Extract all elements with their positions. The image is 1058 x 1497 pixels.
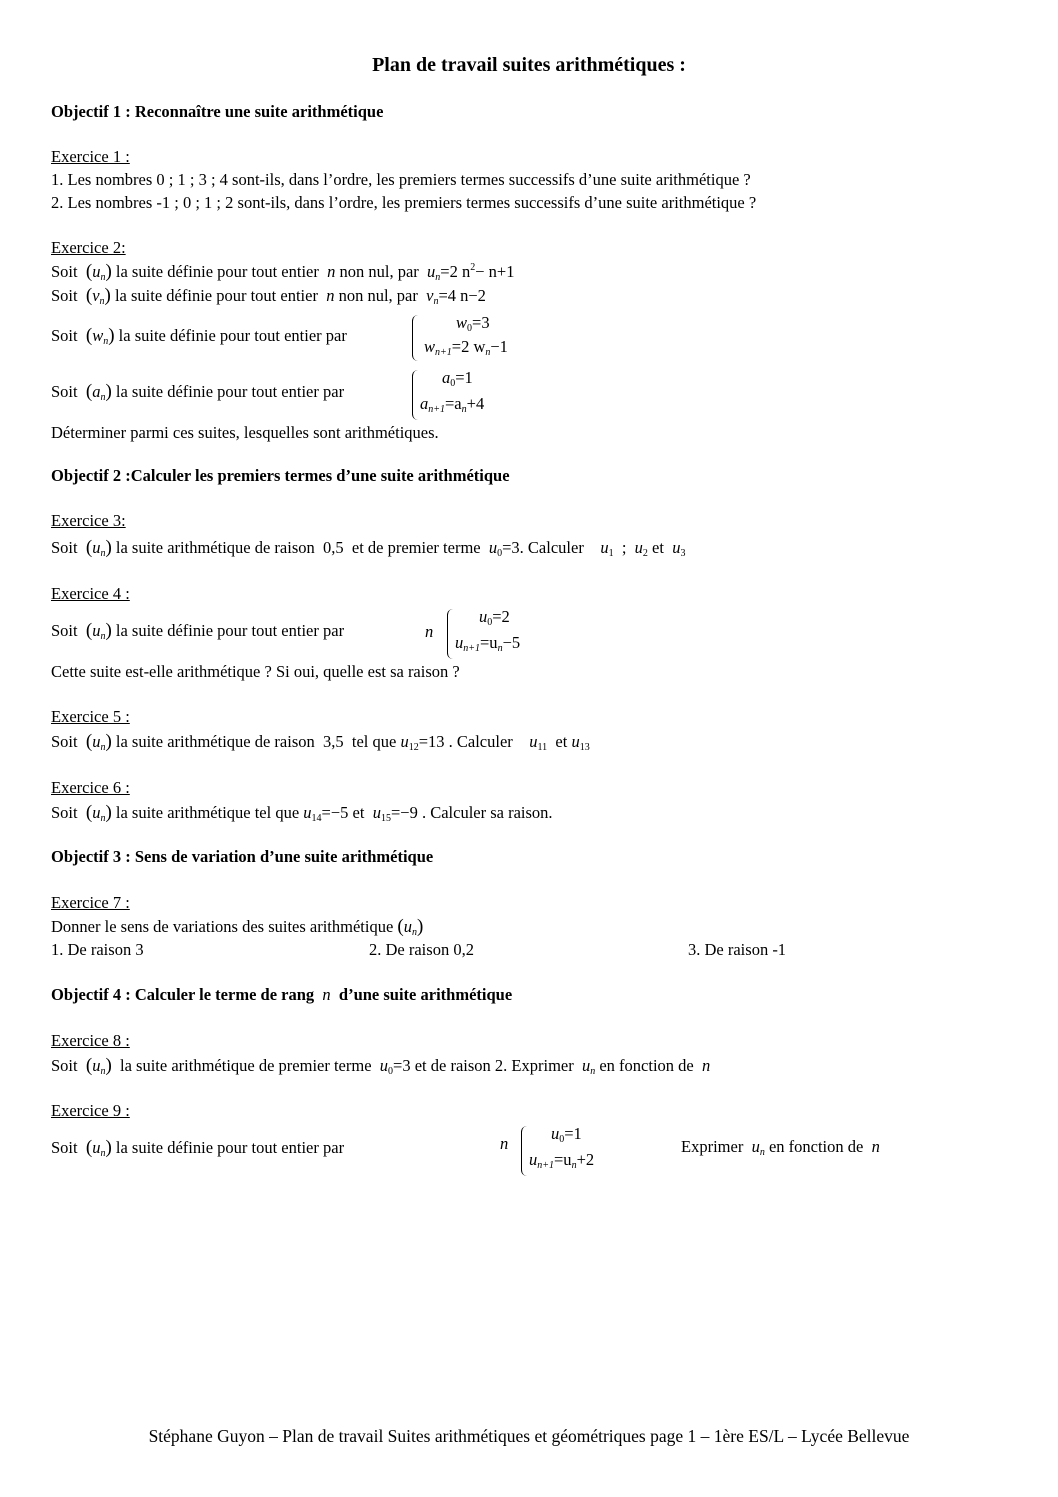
text: la suite définie pour tout entier par (118, 326, 347, 345)
sub: n (103, 336, 109, 347)
math-token: u (303, 803, 312, 822)
exercise-7-statement (51, 916, 423, 938)
exercise-4-heading: Exercice 4 : (51, 584, 130, 603)
var-v: v (426, 286, 434, 305)
exercise-4-statement (51, 620, 344, 642)
soit-label: Soit (51, 262, 78, 281)
system-4-row-1 (479, 607, 510, 628)
math-token: =u (480, 633, 498, 652)
math-token: u (92, 538, 101, 557)
math-token: ) (105, 802, 112, 823)
objective-3-heading: Objectif 3 : Sens de variation d’une suite arithmétique (51, 847, 434, 866)
system-exercise-4 (447, 607, 567, 659)
exercise-2-heading: Exercice 2: (51, 238, 126, 257)
math-token: Soit (51, 538, 78, 557)
math-token: . Calculer (448, 732, 513, 751)
math-token: n (412, 927, 417, 938)
math-token: =1 (564, 1124, 582, 1143)
math-token: u (571, 732, 580, 751)
paren: ( (85, 325, 93, 346)
math-token: =u (554, 1150, 572, 1169)
math-token: 15 (380, 813, 391, 824)
math-token: =3 (472, 313, 490, 332)
math-token: 13 (579, 742, 590, 753)
paren: ( (85, 381, 93, 402)
math-token: . Calculer sa raison. (421, 803, 553, 822)
math-token: =13 (418, 732, 445, 751)
math-token: u (379, 1056, 389, 1075)
math-token: Donner le sens de variations des suites arithmétique (51, 917, 394, 936)
system-9-row-2 (529, 1150, 594, 1171)
math-token: Soit (51, 621, 78, 640)
math-token: la suite arithmétique de raison (115, 732, 315, 751)
exercise-2-sequence-a (51, 381, 344, 403)
math-token: n (100, 1148, 106, 1159)
math-token: u (488, 538, 498, 557)
math-token: . Calculer (519, 538, 584, 557)
var-v: v (92, 286, 100, 305)
math-token: et de premier terme (351, 538, 481, 557)
math-token: d’une suite arithmétique (338, 985, 513, 1004)
math-token: ) (105, 537, 112, 558)
exercise-6-heading: Exercice 6 : (51, 778, 130, 797)
math-token: Soit (51, 803, 78, 822)
math-token: Exprimer (681, 1137, 744, 1156)
math-token: u (751, 1137, 760, 1156)
math-token: 3 (680, 548, 686, 559)
math-token: n (497, 643, 503, 654)
math-token: 12 (408, 742, 419, 753)
math-token: ( (85, 620, 93, 641)
math-token: −1 (490, 337, 508, 356)
math-token: ) (105, 620, 112, 641)
math-token: 0 (467, 323, 473, 334)
math-token: la suite définie pour tout entier par (115, 621, 345, 640)
sub: n (435, 272, 441, 283)
math-token: et (352, 803, 365, 822)
math-token: u (600, 538, 609, 557)
sup: 2 (470, 262, 476, 273)
math-token: en fonction de (768, 1137, 864, 1156)
math-token: u (92, 621, 101, 640)
math-token: n (702, 1056, 711, 1075)
math-token: et (652, 538, 664, 557)
text: la suite définie pour tout entier (115, 262, 319, 281)
math-token: =−9 (390, 803, 418, 822)
exercise-8-heading: Exercice 8 : (51, 1031, 130, 1050)
page-footer: Stéphane Guyon – Plan de travail Suites arithmétiques et géométriques page 1 – 1ère ES/L – Lycée Bellevue (148, 1426, 910, 1446)
math-token: ) (105, 1137, 112, 1158)
math-token: u (400, 732, 409, 751)
system-a-row-2 (420, 394, 484, 415)
exercise-1-question-2: 2. Les nombres -1 ; 0 ; 1 ; 2 sont-ils, dans l’ordre, les premiers termes successifs d’une suite arithmétique ? (51, 193, 757, 212)
math-token: ) (105, 1055, 112, 1076)
math-token: la suite arithmétique de raison (115, 538, 315, 557)
math-token: tel que (351, 732, 397, 751)
math-token: et (555, 732, 568, 751)
math-token: u (403, 917, 412, 936)
math-token: la suite arithmétique de premier terme (120, 1056, 372, 1075)
paren: ) (108, 325, 115, 346)
exercise-4-n: n (425, 622, 434, 641)
exercise-9-n: n (500, 1134, 509, 1153)
system-a-row-1 (442, 368, 473, 389)
exercise-4-question: Cette suite est-elle arithmétique ? Si oui, quelle est sa raison ? (51, 662, 460, 681)
sub: n (99, 296, 105, 307)
math-token: la suite définie pour tout entier par (115, 1138, 345, 1157)
math-token: Soit (51, 1138, 78, 1157)
math-token: 0 (388, 1066, 394, 1077)
math-token: u (672, 538, 681, 557)
math-token: u (551, 1124, 560, 1143)
exercise-3-statement (51, 537, 685, 559)
math-token: ) (105, 731, 112, 752)
exercise-2-sequence-u (51, 261, 514, 283)
math-token: u (92, 1056, 101, 1075)
brace-icon (412, 315, 419, 361)
system-a (412, 368, 552, 420)
exercise-2-sequence-w (51, 325, 347, 347)
math-token: a (442, 368, 451, 387)
exercise-7-heading: Exercice 7 : (51, 893, 130, 912)
math-token: u (581, 1056, 591, 1075)
soit-label: Soit (51, 326, 78, 345)
exercise-7-item-1: 1. De raison 3 (51, 940, 144, 959)
math-token: et de raison 2. Exprimer (414, 1056, 574, 1075)
math-token: n (871, 1137, 880, 1156)
math-token: −5 (502, 633, 521, 652)
math-token: ( (85, 537, 93, 558)
text: la suite définie pour tout entier par (115, 382, 345, 401)
math-token: n (590, 1066, 596, 1077)
text: la suite définie pour tout entier (114, 286, 318, 305)
math-token: la suite arithmétique tel que (115, 803, 300, 822)
math-token: =2 w (451, 337, 486, 356)
exercise-8-statement (51, 1055, 710, 1077)
math-token: w (456, 313, 468, 332)
math-token: =3 (393, 1056, 411, 1075)
math-token: ( (85, 802, 93, 823)
exercise-3-heading: Exercice 3: (51, 511, 126, 530)
paren: ) (105, 381, 112, 402)
math-token: w (424, 337, 436, 356)
math-token: u (92, 1138, 101, 1157)
exercise-5-heading: Exercice 5 : (51, 707, 130, 726)
math-token: 0 (487, 617, 493, 628)
exercise-2-conclusion: Déterminer parmi ces suites, lesquelles sont arithmétiques. (51, 423, 439, 442)
math-token: n (100, 631, 106, 642)
system-w-row-1 (456, 313, 490, 334)
math-token: 11 (537, 742, 548, 753)
math-token: 0 (559, 1134, 565, 1145)
brace-icon (521, 1126, 528, 1176)
math-token: 3,5 (323, 732, 344, 751)
math-token: n (571, 1160, 577, 1171)
system-exercise-9 (521, 1124, 641, 1176)
objective-4-heading (51, 985, 512, 1005)
brace-icon (447, 609, 454, 659)
math-token: ; (621, 538, 627, 557)
math-token: 0,5 (323, 538, 344, 557)
brace-icon (412, 370, 419, 420)
system-9-row-1 (551, 1124, 582, 1145)
math-token: n (100, 742, 106, 753)
math-token: =2 (492, 607, 510, 626)
system-w (412, 313, 552, 363)
system-w-row-2 (424, 337, 508, 358)
sub: n (100, 272, 106, 283)
math-token: +2 (576, 1150, 595, 1169)
var-u: u (427, 262, 436, 281)
system-4-row-2 (455, 633, 520, 654)
math-token: u (92, 732, 101, 751)
math-token: 0 (450, 378, 456, 389)
exercise-6-statement (51, 802, 553, 824)
exercise-9-heading: Exercice 9 : (51, 1101, 130, 1120)
math-token: Soit (51, 1056, 78, 1075)
math-token: n (100, 1066, 106, 1077)
text: non nul, par (339, 262, 419, 281)
math-token: ( (85, 1137, 93, 1158)
paren: ) (104, 285, 111, 306)
math-token: ( (85, 731, 93, 752)
var-a: a (92, 382, 101, 401)
math-token: =3 (502, 538, 520, 557)
var-n: n (326, 286, 335, 305)
math-token: 14 (311, 813, 322, 824)
math-token: ( (85, 1055, 93, 1076)
math-token: u (529, 732, 538, 751)
var-n: n (327, 262, 336, 281)
math-token: n (759, 1147, 765, 1158)
math-token: n (322, 985, 331, 1004)
math-token: n+1 (463, 643, 480, 654)
math-token: u (634, 538, 643, 557)
math-token: u (479, 607, 488, 626)
exercise-1-question-1: 1. Les nombres 0 ; 1 ; 3 ; 4 sont-ils, dans l’ordre, les premiers termes successifs d’une suite arithmétique ? (51, 170, 751, 189)
exercise-9-task (681, 1137, 880, 1158)
exercise-5-statement (51, 731, 590, 753)
math-token: n (100, 813, 106, 824)
math-token: =a (445, 394, 462, 413)
exercise-7-item-3: 3. De raison -1 (688, 940, 787, 959)
exercise-9-statement (51, 1137, 344, 1159)
math-token: u (455, 633, 464, 652)
math-token: ( (397, 916, 404, 937)
var-w: w (92, 326, 104, 345)
exercise-1-heading: Exercice 1 : (51, 147, 130, 166)
math-token: ) (417, 916, 424, 937)
formula: − n+1 (475, 262, 515, 281)
math-token: u (372, 803, 381, 822)
math-token: =−5 (321, 803, 349, 822)
math-token: 2 (642, 548, 648, 559)
page-title: Plan de travail suites arithmétiques : (372, 54, 686, 76)
math-token: 1 (608, 548, 614, 559)
math-token: u (529, 1150, 538, 1169)
math-token: Soit (51, 732, 78, 751)
math-token: n (461, 404, 467, 415)
math-token: =1 (455, 368, 473, 387)
text: non nul, par (338, 286, 418, 305)
paren: ( (85, 261, 93, 282)
math-token: a (420, 394, 429, 413)
math-token: +4 (466, 394, 485, 413)
paren: ( (85, 285, 93, 306)
math-token: n+1 (435, 347, 452, 358)
objective-2-heading: Objectif 2 :Calculer les premiers termes d’une suite arithmétique (51, 466, 510, 485)
math-token: n+1 (428, 404, 445, 415)
exercise-2-sequence-v (51, 285, 486, 307)
paren: ) (105, 261, 112, 282)
formula: =2 n (440, 262, 471, 281)
math-token: n (100, 548, 106, 559)
math-token: n+1 (537, 1160, 554, 1171)
math-token: u (92, 803, 101, 822)
objective-1-heading: Objectif 1 : Reconnaître une suite arithmétique (51, 102, 384, 121)
formula: =4 n−2 (438, 286, 486, 305)
sub: n (433, 296, 439, 307)
math-token: Objectif 4 : Calculer le terme de rang (51, 985, 315, 1004)
math-token: n (485, 347, 491, 358)
soit-label: Soit (51, 382, 78, 401)
soit-label: Soit (51, 286, 78, 305)
exercise-7-item-2: 2. De raison 0,2 (369, 940, 474, 959)
var-u: u (92, 262, 101, 281)
sub: n (100, 392, 106, 403)
math-token: 0 (497, 548, 503, 559)
math-token: en fonction de (599, 1056, 694, 1075)
